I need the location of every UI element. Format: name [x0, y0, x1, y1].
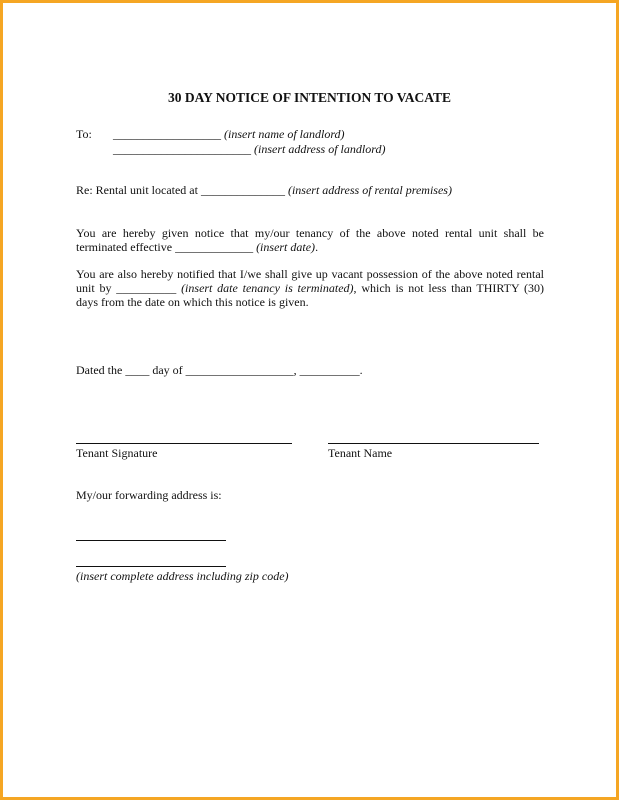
- termination-date-blank[interactable]: _____________: [175, 240, 254, 254]
- paragraph2-line1: You are also hereby notified that I/we shall give up vacant possession of the above noted rental: [76, 267, 544, 281]
- paragraph1-line2: [76, 240, 318, 254]
- tenant-signature-line[interactable]: [76, 443, 292, 444]
- dated-line[interactable]: Dated the ____ day of __________________, __________.: [76, 363, 363, 377]
- document: [3, 3, 616, 797]
- document-title: 30 DAY NOTICE OF INTENTION TO VACATE: [167, 90, 452, 105]
- to-label: To:: [76, 127, 92, 141]
- landlord-address-blank: _______________________: [113, 142, 251, 156]
- vacate-date-blank[interactable]: __________: [116, 281, 177, 295]
- vacate-date-hint: (insert date tenancy is terminated): [181, 281, 354, 295]
- re-text: Re: Rental unit located at: [76, 183, 198, 197]
- tenant-name-label: Tenant Name: [328, 446, 393, 460]
- tenant-name-line[interactable]: [328, 443, 539, 444]
- landlord-name-blank: __________________: [113, 127, 221, 141]
- landlord-address-line[interactable]: [113, 142, 385, 156]
- rental-address-blank[interactable]: ______________: [200, 183, 285, 197]
- forwarding-address-line-2[interactable]: [76, 566, 226, 567]
- tenant-signature-label: Tenant Signature: [76, 446, 158, 460]
- paragraph1-period: .: [315, 240, 319, 254]
- forwarding-address-label: My/our forwarding address is:: [76, 488, 222, 502]
- paragraph2-line3: days from the date on which this notice is given.: [76, 295, 309, 309]
- paragraph1-line1: You are hereby given notice that my/our tenancy of the above noted rental unit shall be: [76, 226, 544, 240]
- termination-date-hint: (insert date): [256, 240, 316, 254]
- re-line: [76, 183, 452, 197]
- landlord-name-line[interactable]: [113, 127, 345, 141]
- forwarding-address-hint: (insert complete address including zip code): [76, 569, 289, 583]
- paragraph2-line2: [76, 281, 544, 295]
- terminated-effective-text: terminated effective: [76, 240, 173, 254]
- unit-by-text: unit by: [76, 281, 112, 295]
- landlord-address-hint: (insert address of landlord): [254, 142, 386, 156]
- landlord-name-hint: (insert name of landlord): [224, 127, 345, 141]
- thirty-days-text: , which is not less than THIRTY (30): [353, 281, 545, 295]
- forwarding-address-line-1[interactable]: [76, 540, 226, 541]
- rental-address-hint: (insert address of rental premises): [287, 183, 452, 197]
